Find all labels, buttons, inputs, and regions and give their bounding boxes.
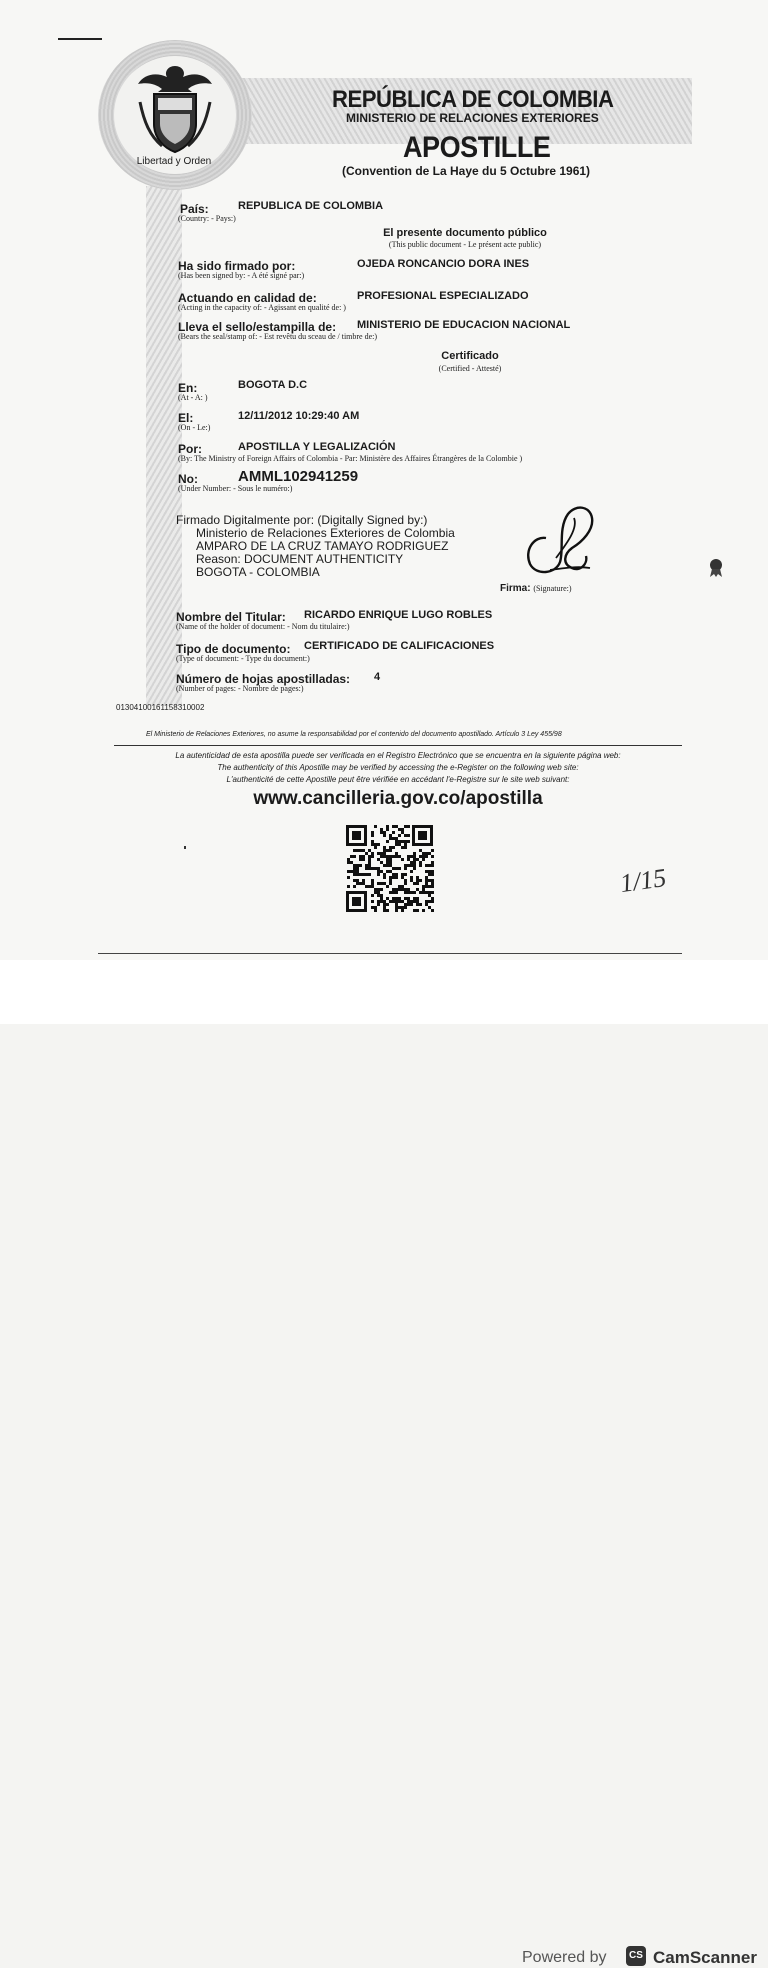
pages-sub: (Number of pages: - Nombre de pages:) bbox=[176, 684, 304, 693]
convention-subtitle: (Convention de La Haye du 5 Octubre 1961) bbox=[342, 164, 591, 178]
camscanner-brand: CamScanner bbox=[653, 1948, 757, 1967]
number-sub: (Under Number: - Sous le numéro:) bbox=[178, 484, 293, 493]
pages-value: 4 bbox=[374, 671, 381, 683]
barcode-number: 01304100161158310002 bbox=[116, 703, 205, 712]
date-value: 12/11/2012 10:29:40 AM bbox=[238, 410, 360, 422]
disclaimer-text: El Ministerio de Relaciones Exteriores, no asume la responsabilidad por el contenido del documento apostillado. Artículo 3 Ley 455/98 bbox=[146, 731, 562, 738]
pais-sub: (Country: - Pays:) bbox=[178, 214, 236, 223]
public-document-label: El presente documento público bbox=[383, 227, 547, 239]
signature-line: AMPARO DE LA CRUZ TAMAYO RODRIGUEZ bbox=[196, 539, 449, 553]
by-label: Por: bbox=[178, 442, 202, 456]
seal-motto: Libertad y Orden bbox=[136, 156, 212, 167]
seal-label: Lleva el sello/estampilla de: bbox=[178, 320, 337, 334]
seal-sub: (Bears the seal/stamp of: - Est revêtu du sceau de / timbre de:) bbox=[178, 332, 378, 341]
signed-by-sub: (Has been signed by: - A été signé par:) bbox=[178, 271, 305, 280]
signature-label-block bbox=[500, 583, 572, 594]
date-label: El: bbox=[178, 411, 194, 425]
speck bbox=[184, 846, 186, 849]
signature-line: Reason: DOCUMENT AUTHENTICITY bbox=[196, 552, 404, 566]
coat-of-arms-seal bbox=[98, 40, 252, 190]
verification-url[interactable]: www.cancilleria.gov.co/apostilla bbox=[253, 788, 543, 809]
verification-en: The authenticity of this Apostille may be verified by accessing the e-Register on the following web site: bbox=[217, 763, 579, 772]
capacity-sub: (Acting in the capacity of: - Agissant en qualité de: ) bbox=[178, 303, 346, 312]
pages-label: Número de hojas apostilladas: bbox=[176, 672, 351, 686]
handwritten-note: 1/15 bbox=[618, 862, 668, 899]
doc-type-sub: (Type of document: - Type du document:) bbox=[176, 654, 310, 663]
seal-medal-icon bbox=[708, 558, 724, 578]
ministry-title: MINISTERIO DE RELACIONES EXTERIORES bbox=[346, 111, 599, 125]
holder-value: RICARDO ENRIQUE LUGO ROBLES bbox=[304, 609, 493, 621]
doc-type-label: Tipo de documento: bbox=[176, 642, 291, 656]
scanner-footer bbox=[0, 960, 768, 1967]
by-value: APOSTILLA Y LEGALIZACIÓN bbox=[238, 441, 396, 453]
pais-value: REPUBLICA DE COLOMBIA bbox=[238, 200, 384, 212]
signature-line: Ministerio de Relaciones Exteriores de Colombia bbox=[196, 526, 455, 540]
powered-by-text: Powered by bbox=[522, 1949, 607, 1966]
qr-code bbox=[346, 825, 440, 915]
place-value: BOGOTA D.C bbox=[238, 379, 308, 391]
top-mark bbox=[58, 38, 102, 40]
signed-by-value: OJEDA RONCANCIO DORA INES bbox=[357, 258, 530, 270]
handwritten-signature bbox=[516, 498, 606, 580]
by-sub: (By: The Ministry of Foreign Affairs of Colombia - Par: Ministère des Affaires Étrangères de la Colombie ) bbox=[178, 454, 523, 463]
signature-line: BOGOTA - COLOMBIA bbox=[196, 565, 320, 579]
signed-by-label: Ha sido firmado por: bbox=[178, 259, 296, 273]
verification-es: La autenticidad de esta apostilla puede ser verificada en el Registro Electrónico que se encuentra en la siguiente página web: bbox=[175, 751, 621, 760]
number-label: No: bbox=[178, 472, 198, 486]
capacity-label: Actuando en calidad de: bbox=[178, 291, 317, 305]
place-label: En: bbox=[178, 381, 198, 395]
number-value: AMML102941259 bbox=[238, 468, 359, 485]
public-document-sub: (This public document - Le présent acte public) bbox=[388, 240, 542, 249]
divider bbox=[114, 745, 682, 746]
signature-label: Firma: bbox=[500, 583, 531, 594]
certified-sub: (Certified - Attesté) bbox=[438, 364, 502, 373]
eagle-shield-icon bbox=[134, 62, 216, 158]
republic-title: REPÚBLICA DE COLOMBIA bbox=[332, 86, 614, 113]
certified-label: Certificado bbox=[441, 350, 499, 362]
verification-text bbox=[114, 750, 682, 786]
place-sub: (At - A: ) bbox=[178, 393, 208, 402]
seal-value: MINISTERIO DE EDUCACION NACIONAL bbox=[357, 319, 571, 331]
camscanner-logo-icon: CS bbox=[626, 1946, 646, 1966]
signature-sub: (Signature:) bbox=[533, 584, 572, 593]
pais-label: País: bbox=[180, 202, 209, 216]
digital-signature-heading: Firmado Digitalmente por: (Digitally Signed by:) bbox=[176, 513, 428, 527]
verification-fr: L'authenticité de cette Apostille peut être vérifiée en accédant l'e-Registre sur le site web suivant: bbox=[226, 775, 570, 784]
bottom-divider bbox=[98, 953, 682, 954]
digital-signature-block bbox=[176, 514, 455, 579]
holder-label: Nombre del Titular: bbox=[176, 610, 286, 624]
holder-sub: (Name of the holder of document: - Nom du titulaire:) bbox=[176, 622, 350, 631]
apostille-title: APOSTILLE bbox=[403, 131, 551, 164]
doc-type-value: CERTIFICADO DE CALIFICACIONES bbox=[304, 640, 495, 652]
capacity-value: PROFESIONAL ESPECIALIZADO bbox=[357, 290, 529, 302]
date-sub: (On - Le:) bbox=[178, 423, 211, 432]
